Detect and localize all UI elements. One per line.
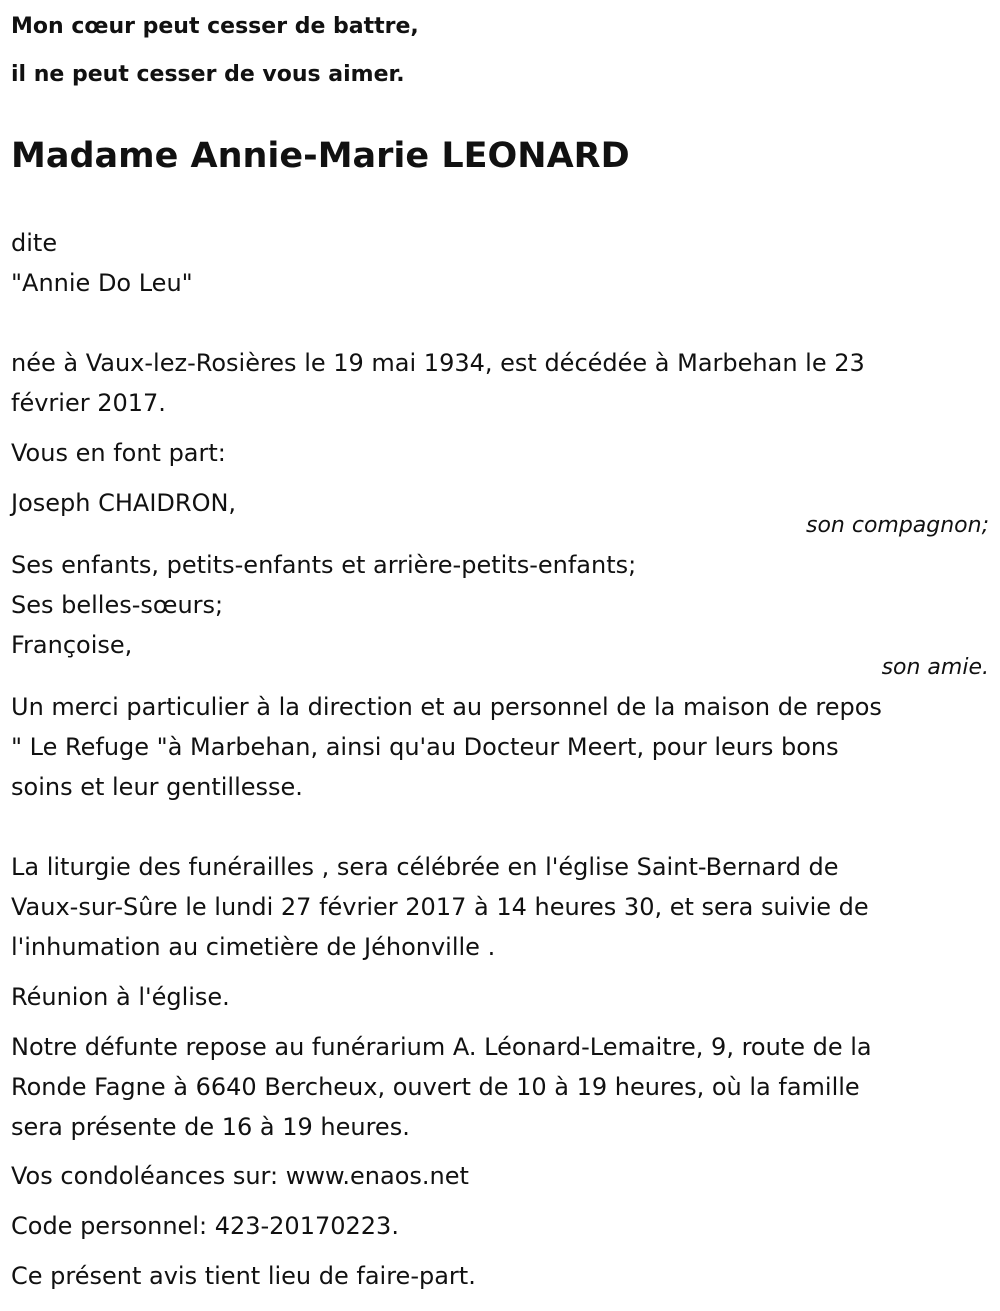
funerarium-line-3: sera présente de 16 à 19 heures.	[11, 1113, 410, 1141]
thanks-line-3: soins et leur gentillesse.	[11, 773, 303, 801]
birth-death-line-2: février 2017.	[11, 389, 166, 417]
funeral-line-3: l'inhumation au cimetière de Jéhonville .	[11, 933, 496, 961]
friend-name: Françoise,	[11, 631, 133, 659]
announcers-intro: Vous en font part:	[11, 439, 226, 467]
condolences-line: Vos condoléances sur: www.enaos.net	[11, 1162, 469, 1190]
funeral-line-1: La liturgie des funérailles , sera célébrée en l'église Saint-Bernard de	[11, 853, 839, 881]
friend-role: son amie.	[881, 655, 989, 680]
deceased-name: Madame Annie-Marie LEONARD	[11, 136, 630, 176]
notice-line: Ce présent avis tient lieu de faire-part.	[11, 1262, 476, 1290]
companion-role: son compagnon;	[805, 513, 989, 538]
children-line: Ses enfants, petits-enfants et arrière-petits-enfants;	[11, 551, 637, 579]
companion-name: Joseph CHAIDRON,	[11, 489, 237, 517]
nickname: "Annie Do Leu"	[11, 269, 193, 297]
epigraph-line-2: il ne peut cesser de vous aimer.	[11, 62, 405, 87]
thanks-line-1: Un merci particulier à la direction et au personnel de la maison de repos	[11, 693, 882, 721]
funerarium-line-2: Ronde Fagne à 6640 Bercheux, ouvert de 10 à 19 heures, où la famille	[11, 1073, 860, 1101]
funeral-line-2: Vaux-sur-Sûre le lundi 27 février 2017 à 14 heures 30, et sera suivie de	[11, 893, 869, 921]
dite-label: dite	[11, 229, 58, 257]
epigraph-line-1: Mon cœur peut cesser de battre,	[11, 14, 419, 39]
meeting-line: Réunion à l'église.	[11, 983, 230, 1011]
personal-code-line: Code personnel: 423-20170223.	[11, 1212, 399, 1240]
birth-death-line-1: née à Vaux-lez-Rosières le 19 mai 1934, est décédée à Marbehan le 23	[11, 349, 865, 377]
thanks-line-2: " Le Refuge "à Marbehan, ainsi qu'au Docteur Meert, pour leurs bons	[11, 733, 839, 761]
funerarium-line-1: Notre défunte repose au funérarium A. Léonard-Lemaitre, 9, route de la	[11, 1033, 872, 1061]
sisters-in-law-line: Ses belles-sœurs;	[11, 591, 224, 619]
